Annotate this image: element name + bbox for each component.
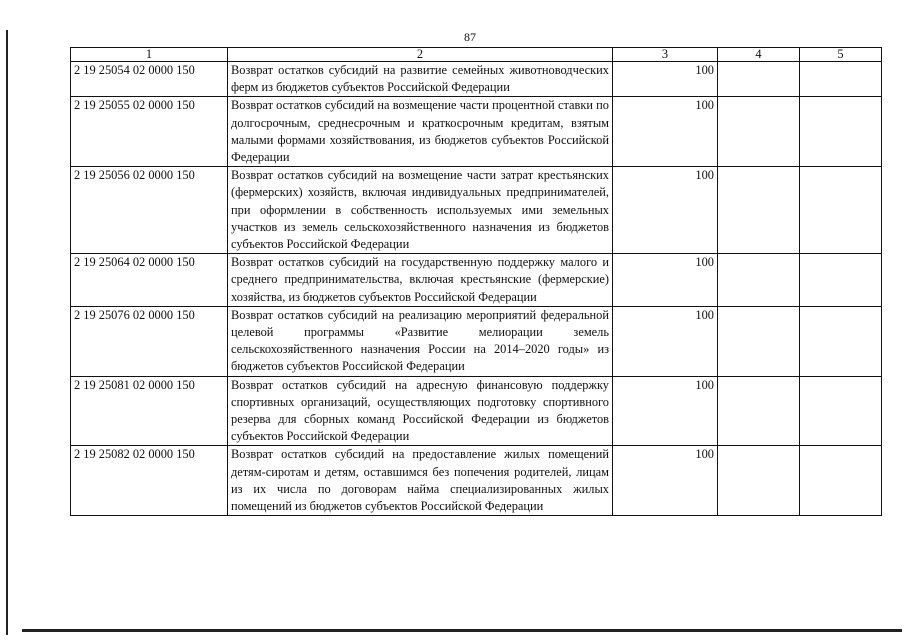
col3-value: 100	[613, 62, 718, 97]
income-description: Возврат остатков субсидий на адресную финансовую поддержку спортивных организаций, осуществляющих подготовку спортивного резерва для сборных команд Российской Федерации из бюджетов субъектов Российской Федерации	[228, 376, 613, 446]
budget-code: 2 19 25056 02 0000 150	[71, 167, 228, 254]
budget-code: 2 19 25055 02 0000 150	[71, 97, 228, 167]
page-number: 87	[464, 30, 476, 44]
income-description: Возврат остатков субсидий на возмещение части процентной ставки по долгосрочным, среднесрочным и краткосрочным кредитам, взятым малыми формами хозяйствования, из бюджетов субъектов Российской Федерации	[228, 97, 613, 167]
col5-value	[800, 446, 882, 516]
income-description: Возврат остатков субсидий на предоставление жилых помещений детям-сиротам и детям, оставшимся без попечения родителей, лицам из их числа по договорам найма специализированных жилых помещений из бюджетов субъектов Российской Федерации	[228, 446, 613, 516]
budget-code: 2 19 25081 02 0000 150	[71, 376, 228, 446]
col5-value	[800, 254, 882, 307]
table-row	[71, 62, 882, 97]
column-header-1: 1	[71, 48, 228, 62]
column-header-3: 3	[613, 48, 718, 62]
table-row	[71, 254, 882, 307]
budget-code: 2 19 25082 02 0000 150	[71, 446, 228, 516]
col3-value: 100	[613, 306, 718, 376]
income-description: Возврат остатков субсидий на реализацию мероприятий федеральной целевой программы «Развитие мелиорации земель сельскохозяйственного назначения России на 2014–2020 годы» из бюджетов субъектов Российской Федерации	[228, 306, 613, 376]
col3-value: 100	[613, 446, 718, 516]
table-row	[71, 306, 882, 376]
table-row	[71, 97, 882, 167]
col5-value	[800, 376, 882, 446]
scan-edge-bottom	[22, 629, 902, 632]
col4-value	[718, 446, 800, 516]
col3-value: 100	[613, 97, 718, 167]
table-row	[71, 446, 882, 516]
col4-value	[718, 254, 800, 307]
col5-value	[800, 167, 882, 254]
income-description: Возврат остатков субсидий на развитие семейных животноводческих ферм из бюджетов субъектов Российской Федерации	[228, 62, 613, 97]
budget-code: 2 19 25076 02 0000 150	[71, 306, 228, 376]
column-header-4: 4	[718, 48, 800, 62]
table-row	[71, 376, 882, 446]
col5-value	[800, 62, 882, 97]
budget-code: 2 19 25054 02 0000 150	[71, 62, 228, 97]
budget-code: 2 19 25064 02 0000 150	[71, 254, 228, 307]
scan-edge-left	[6, 30, 8, 635]
col5-value	[800, 97, 882, 167]
col3-value: 100	[613, 167, 718, 254]
column-header-5: 5	[800, 48, 882, 62]
col4-value	[718, 376, 800, 446]
income-description: Возврат остатков субсидий на возмещение части затрат крестьянских (фермерских) хозяйств, включая индивидуальных предпринимателей, при оформлении в собственность используемых ими земельных участков из земель сельскохозяйственного назначения из бюджетов субъектов Российской Федерации	[228, 167, 613, 254]
column-header-2: 2	[228, 48, 613, 62]
col3-value: 100	[613, 254, 718, 307]
col4-value	[718, 62, 800, 97]
income-description: Возврат остатков субсидий на государственную поддержку малого и среднего предпринимательства, включая крестьянские (фермерские) хозяйства, из бюджетов субъектов Российской Федерации	[228, 254, 613, 307]
col5-value	[800, 306, 882, 376]
col4-value	[718, 167, 800, 254]
col3-value: 100	[613, 376, 718, 446]
table-row	[71, 167, 882, 254]
col4-value	[718, 97, 800, 167]
table-header-row	[71, 48, 882, 62]
col4-value	[718, 306, 800, 376]
budget-codes-table	[70, 47, 882, 516]
